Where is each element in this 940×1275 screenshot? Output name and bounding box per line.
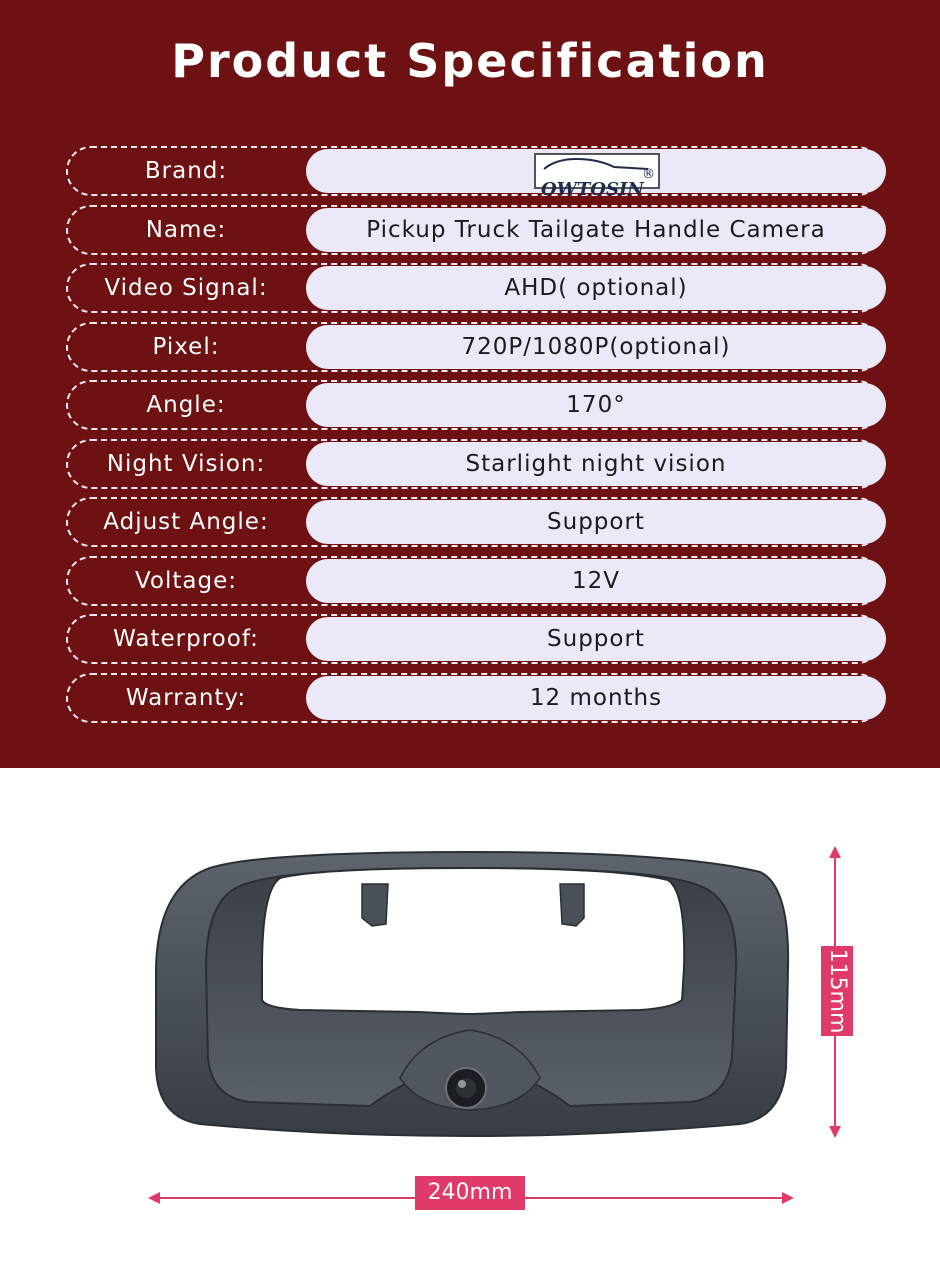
spec-label: Pixel: [152,334,220,360]
spec-value: Support [306,617,886,661]
registered-mark: ® [642,167,656,182]
spec-label: Angle: [146,392,226,418]
spec-row-name [66,205,888,255]
height-value: 115mm [825,948,850,1034]
spec-row-brand [66,146,888,200]
height-dimension-label [821,946,853,1036]
spec-label: Name: [145,217,227,243]
spec-row-angle [66,380,888,430]
spec-value: 170° [306,383,886,427]
spec-value: Support [306,500,886,544]
page-title: Product Specification [171,34,769,88]
spec-label: Brand: [144,158,228,184]
spec-label: Video Signal: [104,275,268,301]
spec-label: Waterproof: [113,626,259,652]
width-dimension-label: 240mm [415,1176,525,1210]
spec-value: 720P/1080P(optional) [306,325,886,369]
spec-value: Pickup Truck Tailgate Handle Camera [306,208,886,252]
spec-value-pill [306,149,886,200]
spec-row-night-vision [66,439,888,489]
spec-row-waterproof [66,614,888,664]
spec-value: 12V [306,559,886,603]
brand-logo [534,153,660,200]
spec-row-warranty [66,673,888,723]
spec-row-pixel [66,322,888,372]
spec-label: Night Vision: [106,451,266,477]
spec-row-voltage [66,556,888,606]
spec-value: 12 months [306,676,886,720]
spec-label: Adjust Angle: [103,509,269,535]
logo-text: OWTOSIN [541,179,644,200]
camera-lens-icon [446,1068,486,1108]
spec-value: AHD( optional) [306,266,886,310]
spec-row-video-signal [66,263,888,313]
spec-value: Starlight night vision [306,442,886,486]
spec-label: Voltage: [134,568,238,594]
spec-row-adjust-angle [66,497,888,547]
spec-label: Warranty: [125,685,247,711]
